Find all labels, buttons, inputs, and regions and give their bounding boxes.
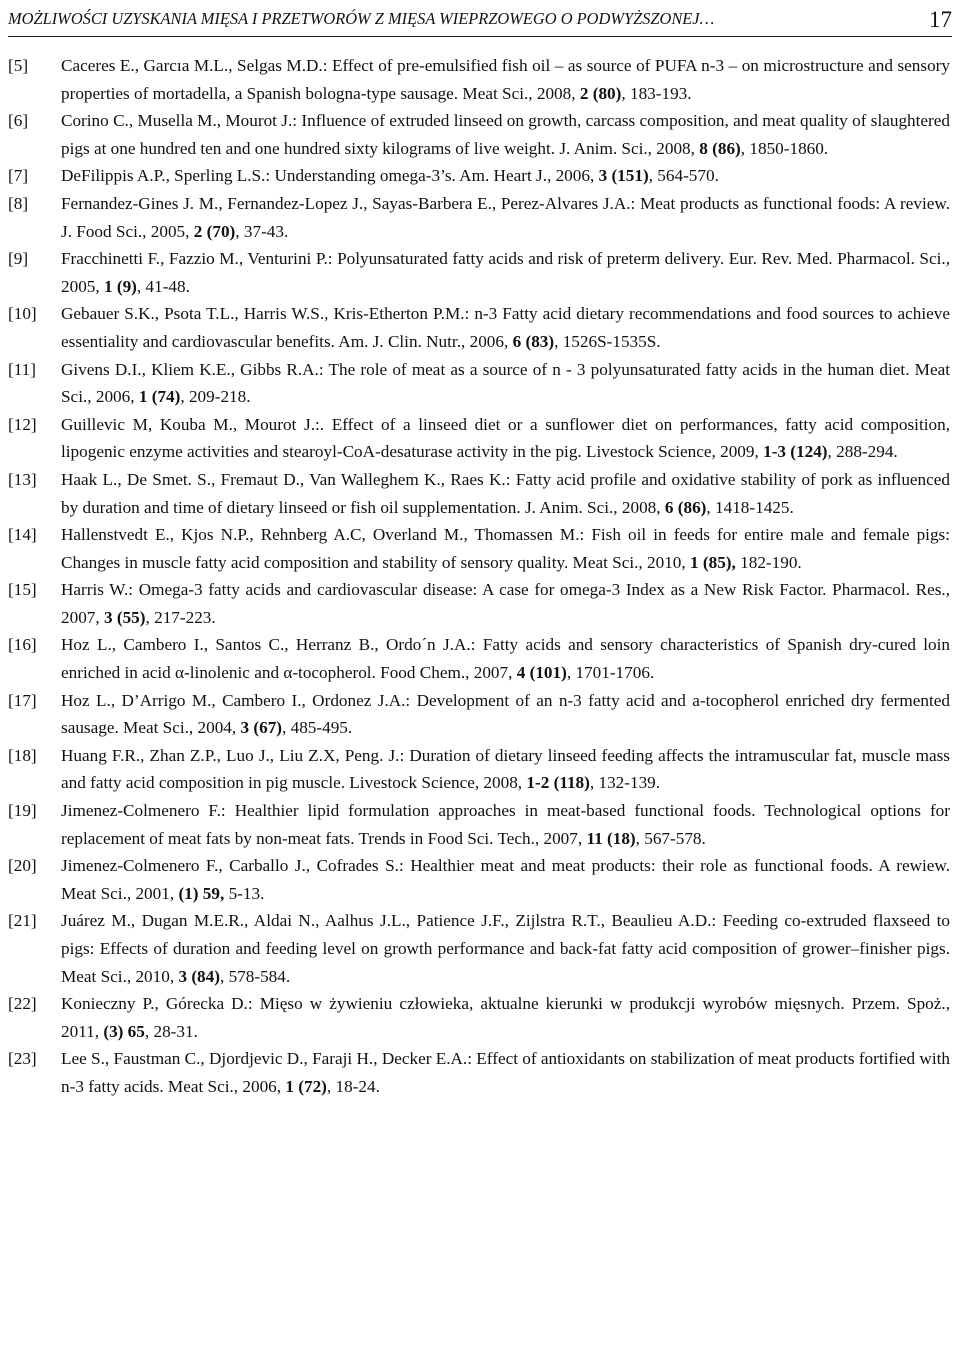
reference-volume-issue: 3 (84) bbox=[178, 966, 220, 986]
reference-volume-issue: 1 (72) bbox=[285, 1076, 327, 1096]
reference-volume-issue: 4 (101) bbox=[516, 663, 567, 683]
reference-citation-text: Guillevic M, Kouba M., Mourot J.:. Effect of a linseed diet or a sunflower diet on performances, fatty acid composition, lipogenic enzyme activities and stearoyl-CoA-desaturase activity in the pig. Livestock Science, 2009, bbox=[61, 414, 950, 462]
reference-entry bbox=[0, 466, 960, 521]
reference-volume-issue: 11 (18) bbox=[586, 828, 636, 848]
reference-entry bbox=[0, 190, 960, 245]
reference-citation-text: , 132-139. bbox=[589, 773, 661, 793]
reference-citation-text: Lee S., Faustman C., Djordjevic D., Faraji H., Decker E.A.: Effect of antioxidants on stabilization of meat products fortified with n-3 fatty acids. Meat Sci., 2006, bbox=[61, 1049, 950, 1096]
reference-number: [5] bbox=[8, 56, 29, 75]
reference-text bbox=[61, 742, 950, 797]
reference-entry bbox=[0, 852, 960, 907]
reference-entry bbox=[0, 907, 960, 990]
reference-citation-text: , 485-495. bbox=[282, 718, 353, 738]
reference-number: [15] bbox=[8, 580, 37, 600]
reference-citation-text: Hallenstvedt E., Kjos N.P., Rehnberg A.C, Overland M., Thomassen M.: Fish oil in feeds for entire male and female pigs: Changes in muscle fatty acid composition and stability of sensory quality. Meat Sci., 2010, bbox=[61, 525, 950, 572]
reference-entry bbox=[0, 742, 960, 797]
reference-volume-issue: 6 (86) bbox=[664, 497, 707, 517]
reference-entry bbox=[0, 245, 960, 300]
reference-volume-issue: 1 (85), bbox=[690, 552, 736, 572]
reference-citation-text: , 1701-1706. bbox=[566, 663, 655, 683]
reference-citation-text: , 567-578. bbox=[635, 828, 706, 848]
reference-text bbox=[61, 466, 950, 521]
reference-number: [11] bbox=[8, 359, 36, 379]
reference-volume-issue: 1-2 (118) bbox=[526, 773, 590, 793]
reference-volume-issue: 3 (67) bbox=[240, 718, 283, 738]
reference-citation-text: , 1418-1425. bbox=[706, 497, 794, 517]
reference-citation-text: Jimenez-Colmenero F.: Healthier lipid formulation approaches in meat-based functional foods. Technological options for replacement of meat fats by non-meat fats. Trends in Food Sci. Tech., 2007, bbox=[61, 801, 950, 848]
reference-number: [21] bbox=[8, 911, 37, 931]
reference-number: [18] bbox=[8, 745, 37, 765]
reference-citation-text: Harris W.: Omega-3 fatty acids and cardiovascular disease: A case for omega-3 Index as a New Risk Factor. Pharmacol. Res., 2007, bbox=[61, 580, 950, 627]
reference-number: [6] bbox=[8, 111, 29, 131]
reference-citation-text: , 1850-1860. bbox=[740, 138, 829, 158]
reference-citation-text: 5-13. bbox=[224, 883, 265, 903]
reference-citation-text: , 564-570. bbox=[648, 166, 719, 186]
reference-entry bbox=[0, 52, 960, 107]
reference-number: [17] bbox=[8, 690, 37, 710]
running-title: MOŻLIWOŚCI UZYSKANIA MIĘSA I PRZETWORÓW Z MIĘSA WIEPRZOWEGO O PODWYŻSZONEJ… bbox=[8, 9, 715, 28]
reference-volume-issue: (3) 65 bbox=[103, 1021, 145, 1041]
reference-citation-text: , 183-193. bbox=[621, 83, 692, 103]
reference-citation-text: , 209-218. bbox=[180, 387, 251, 407]
reference-text bbox=[61, 245, 950, 300]
reference-entry bbox=[0, 356, 960, 411]
reference-citation-text: , 288-294. bbox=[827, 442, 898, 462]
reference-text bbox=[61, 990, 950, 1045]
reference-volume-issue: 2 (70) bbox=[193, 221, 236, 241]
reference-volume-issue: 2 (80) bbox=[579, 83, 622, 103]
reference-number: [12] bbox=[8, 414, 37, 434]
reference-entry bbox=[0, 162, 960, 190]
reference-citation-text: , 18-24. bbox=[326, 1076, 380, 1096]
page-number: 17 bbox=[929, 7, 952, 32]
reference-text bbox=[61, 300, 950, 355]
reference-number: [14] bbox=[8, 525, 37, 545]
reference-text bbox=[61, 411, 950, 466]
reference-citation-text: , 217-223. bbox=[145, 607, 216, 627]
reference-citation-text: , 1526S-1535S. bbox=[554, 331, 661, 351]
reference-volume-issue: 3 (55) bbox=[103, 607, 146, 627]
reference-number: [23] bbox=[8, 1049, 37, 1069]
reference-text bbox=[61, 1045, 950, 1100]
reference-citation-text: , 28-31. bbox=[144, 1021, 198, 1041]
reference-entry bbox=[0, 411, 960, 466]
reference-text bbox=[61, 576, 950, 631]
reference-citation-text: , 41-48. bbox=[136, 276, 190, 296]
reference-citation-text: Hoz L., Cambero I., Santos C., Herranz B., Ordo´n J.A.: Fatty acids and sensory characteristics of Spanish dry-cured loin enriched in acid α-linolenic and α-tocopherol. Food Chem., 2007, bbox=[61, 635, 950, 683]
reference-number: [8] bbox=[8, 193, 29, 213]
reference-number: [13] bbox=[8, 469, 37, 489]
reference-text bbox=[61, 521, 950, 576]
reference-citation-text: , 578-584. bbox=[219, 966, 291, 986]
reference-text bbox=[61, 162, 950, 190]
reference-text bbox=[61, 687, 950, 742]
reference-number: [9] bbox=[8, 249, 29, 269]
reference-number: [20] bbox=[8, 856, 37, 876]
reference-volume-issue: 1 (74) bbox=[138, 387, 181, 407]
reference-text bbox=[61, 356, 950, 411]
reference-text bbox=[61, 190, 950, 245]
header-rule bbox=[8, 36, 952, 37]
reference-volume-issue: 3 (151) bbox=[598, 166, 649, 186]
reference-text bbox=[61, 852, 950, 907]
reference-citation-text: Corino C., Musella M., Mourot J.: Influence of extruded linseed on growth, carcass composition, and meat quality of slaughtered pigs at one hundred ten and one hundred sixty kilograms of live weight. J. Anim. Sci., 2008, bbox=[61, 111, 950, 158]
reference-text bbox=[61, 52, 950, 107]
reference-number: [7] bbox=[8, 166, 29, 186]
reference-citation-text: Jimenez-Colmenero F., Carballo J., Cofrades S.: Healthier meat and meat products: their role as functional foods. A rewiew. Meat Sci., 2001, bbox=[61, 856, 950, 903]
reference-citation-text: Konieczny P., Górecka D.: Mięso w żywieniu człowieka, aktualne kierunki w produkcji wyrobów mięsnych. Przem. Spoż., 2011, bbox=[61, 994, 950, 1041]
reference-number: [10] bbox=[8, 304, 37, 324]
reference-citation-text: Fracchinetti F., Fazzio M., Venturini P.: Polyunsaturated fatty acids and risk of preterm delivery. Eur. Rev. Med. Pharmacol. Sci., 2005, bbox=[61, 249, 950, 296]
reference-entry bbox=[0, 107, 960, 162]
reference-number: [22] bbox=[8, 994, 37, 1014]
reference-volume-issue: 6 (83) bbox=[512, 331, 555, 351]
reference-text bbox=[61, 631, 950, 686]
reference-text bbox=[61, 907, 950, 990]
reference-entry bbox=[0, 1045, 960, 1100]
reference-citation-text: Gebauer S.K., Psota T.L., Harris W.S., Kris-Etherton P.M.: n-3 Fatty acid dietary recommendations and food sources to achieve essentiality and cardiovascular benefits. Am. J. Clin. Nutr., 2006, bbox=[61, 304, 950, 351]
reference-citation-text: Juárez M., Dugan M.E.R., Aldai N., Aalhus J.L., Patience J.F., Zijlstra R.T., Beaulieu A.D.: Feeding co-extruded flaxseed to pigs: Effects of duration and feeding level on growth performance and back-fat fatty acid composition of grower–finisher pigs. Meat Sci., 2010, bbox=[61, 911, 950, 986]
reference-entry bbox=[0, 797, 960, 852]
reference-volume-issue: 1 (9) bbox=[103, 276, 137, 296]
reference-entry bbox=[0, 631, 960, 686]
reference-citation-text: Haak L., De Smet. S., Fremaut D., Van Walleghem K., Raes K.: Fatty acid profile and oxidative stability of pork as influenced by duration and time of dietary linseed or fish oil supplementation. J. Anim. Sci., 2008, bbox=[61, 469, 950, 517]
reference-number: [19] bbox=[8, 801, 37, 821]
reference-text bbox=[61, 797, 950, 852]
reference-citation-text: , 37-43. bbox=[235, 221, 289, 241]
reference-entry bbox=[0, 576, 960, 631]
reference-citation-text: Huang F.R., Zhan Z.P., Luo J., Liu Z.X, Peng. J.: Duration of dietary linseed feeding affects the intramuscular fat, muscle mass and fatty acid composition in pig muscle. Livestock Science, 2008, bbox=[61, 745, 950, 793]
reference-citation-text: Caceres E., Garcıa M.L., Selgas M.D.: Effect of pre-emulsified fish oil – as source of PUFA n-3 – on microstructure and sensory properties of mortadella, a Spanish bologna-type sausage. Meat Sci., 2008, bbox=[61, 56, 950, 103]
reference-entry bbox=[0, 990, 960, 1045]
reference-text bbox=[61, 107, 950, 162]
reference-citation-text: Hoz L., D’Arrigo M., Cambero I., Ordonez J.A.: Development of an n-3 fatty acid and a-tocopherol enriched dry fermented sausage. Meat Sci., 2004, bbox=[61, 690, 950, 738]
reference-citation-text: 182-190. bbox=[735, 552, 802, 572]
reference-entry bbox=[0, 687, 960, 742]
reference-entry bbox=[0, 300, 960, 355]
reference-citation-text: Fernandez-Gines J. M., Fernandez-Lopez J., Sayas-Barbera E., Perez-Alvares J.A.: Meat products as functional foods: A review. J. Food Sci., 2005, bbox=[61, 193, 950, 241]
reference-volume-issue: 8 (86) bbox=[699, 138, 741, 158]
reference-volume-issue: 1-3 (124) bbox=[763, 442, 828, 462]
running-header bbox=[8, 3, 952, 33]
reference-list bbox=[0, 52, 960, 1101]
reference-volume-issue: (1) 59, bbox=[178, 883, 225, 903]
reference-number: [16] bbox=[8, 635, 37, 655]
reference-citation-text: Givens D.I., Kliem K.E., Gibbs R.A.: The role of meat as a source of n - 3 polyunsaturated fatty acids in the human diet. Meat Sci., 2006, bbox=[61, 359, 950, 407]
reference-citation-text: DeFilippis A.P., Sperling L.S.: Understanding omega-3’s. Am. Heart J., 2006, bbox=[61, 166, 599, 186]
reference-entry bbox=[0, 521, 960, 576]
